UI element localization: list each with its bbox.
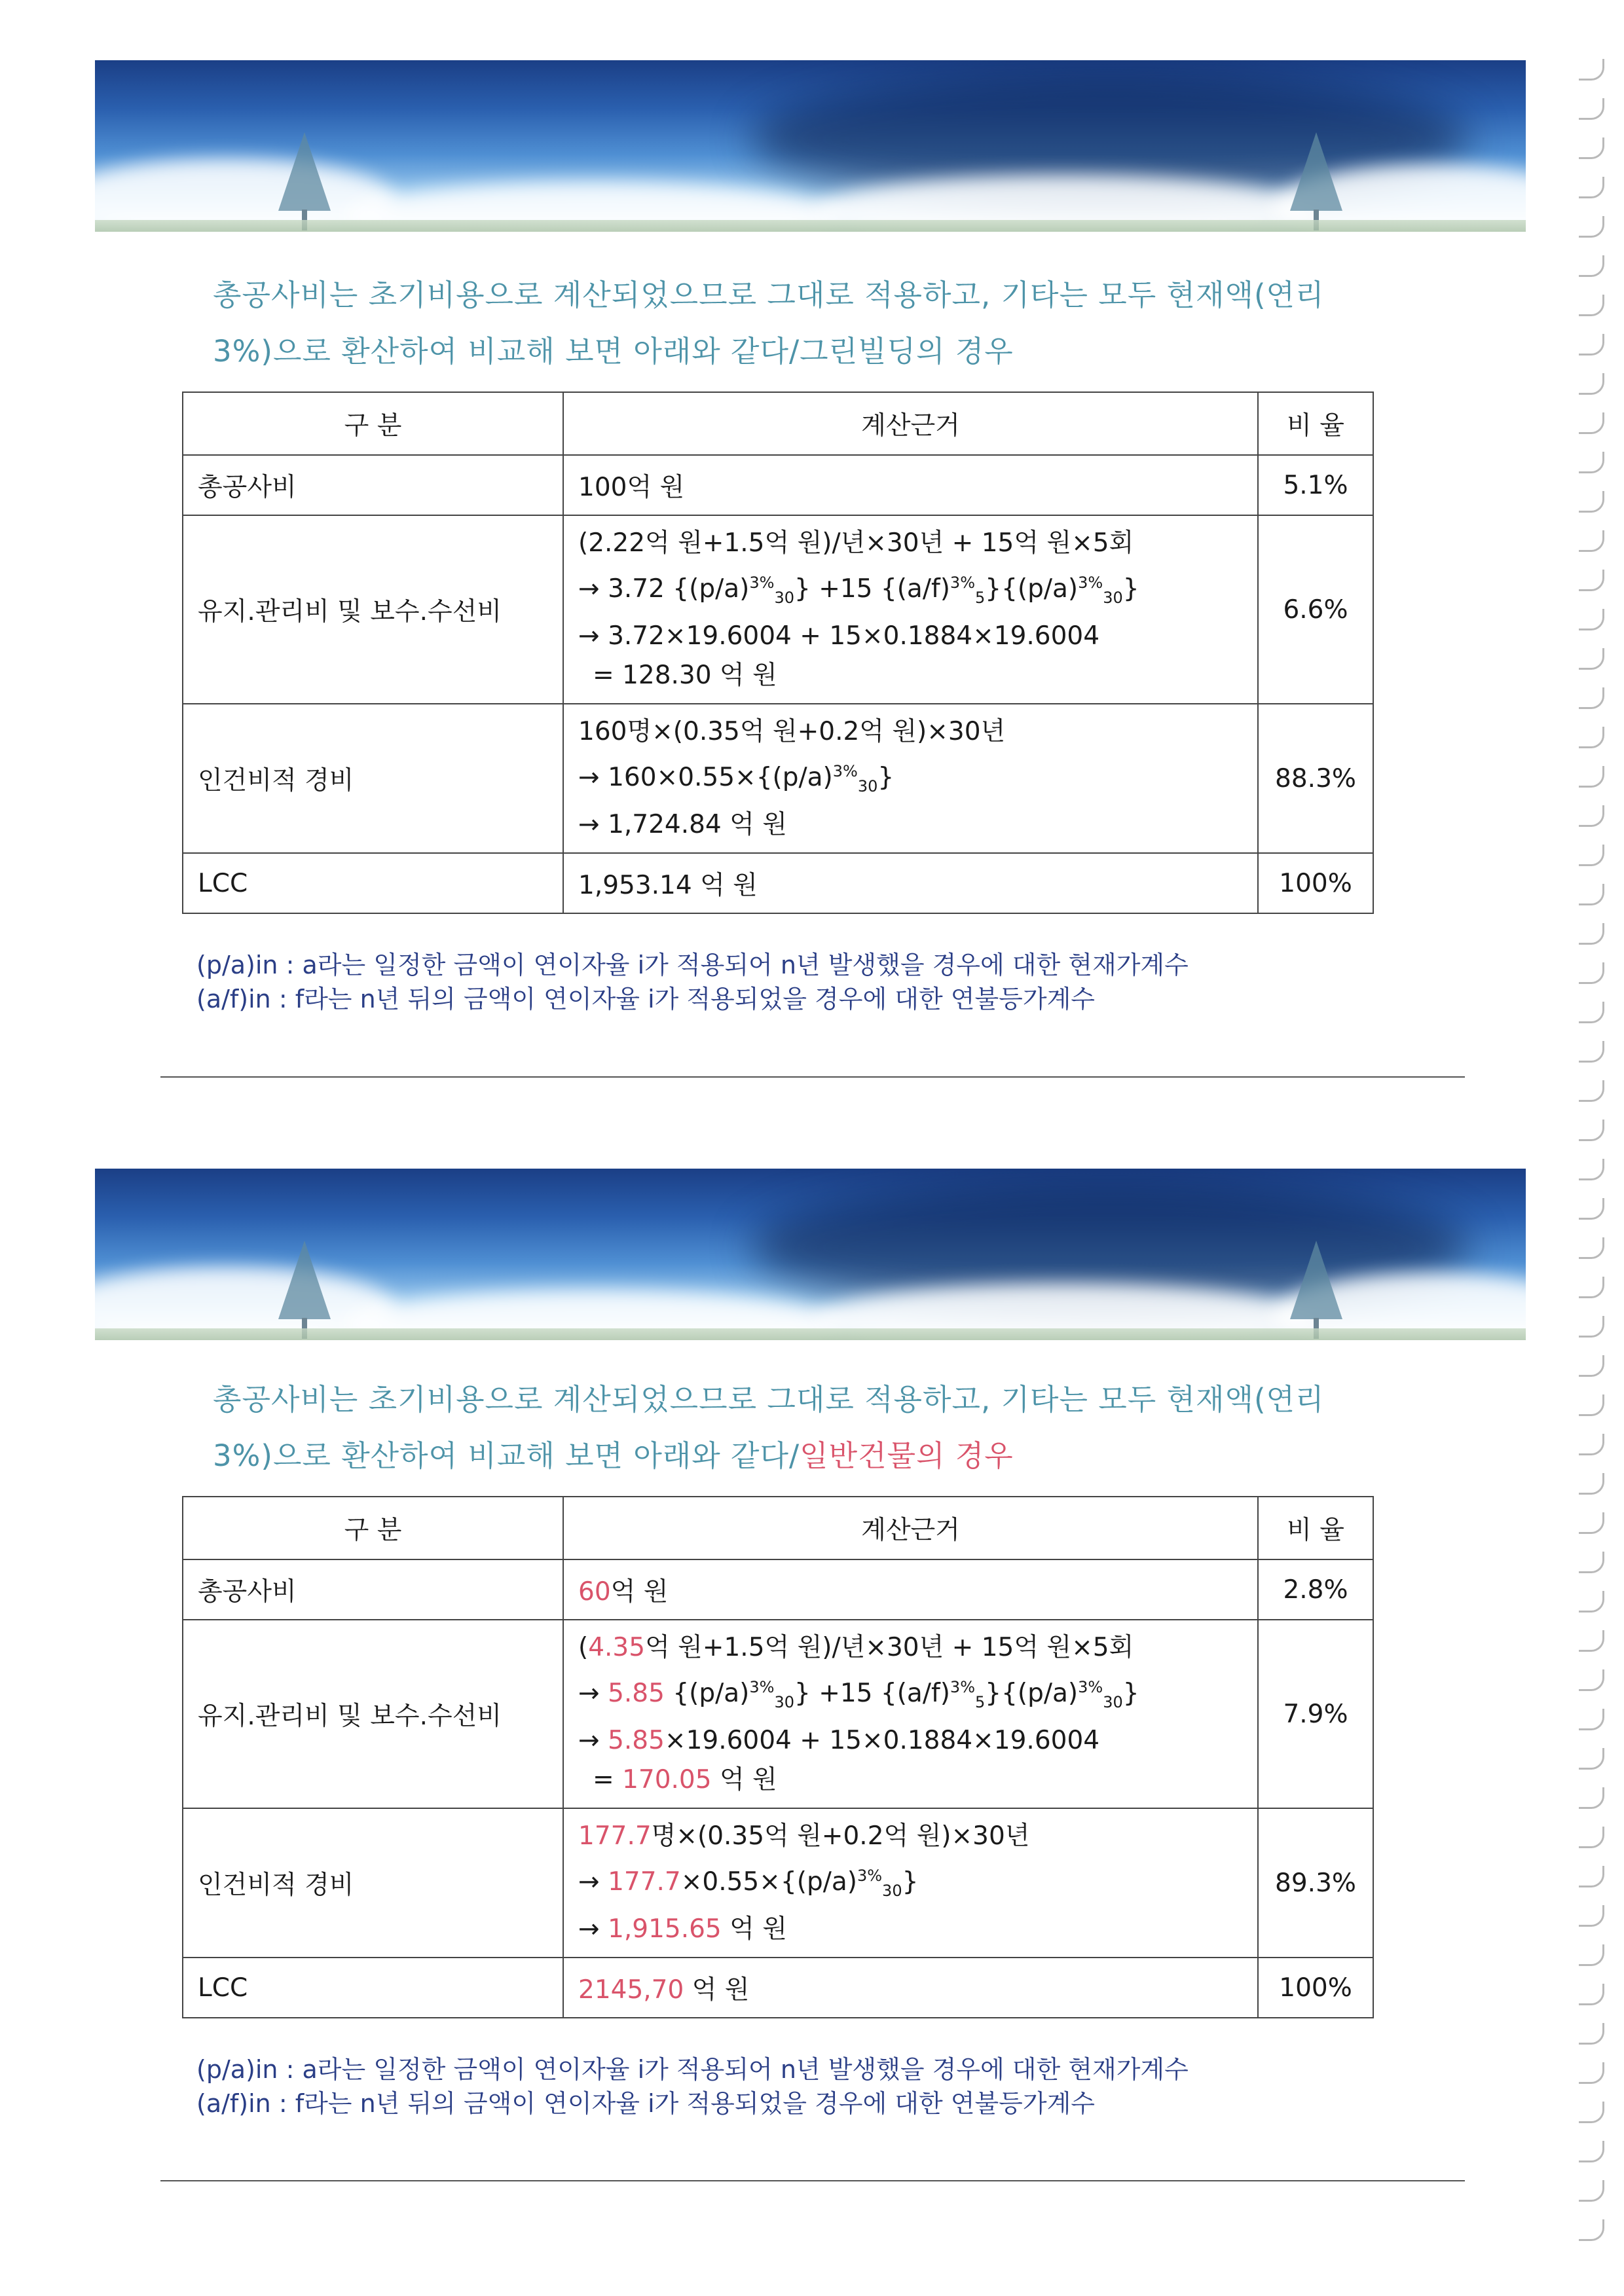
binding-hole: [1579, 177, 1604, 198]
binding-hole: [1579, 137, 1604, 159]
binding-hole: [1579, 609, 1604, 630]
table-row: [183, 455, 1373, 515]
binding-hole: [1579, 216, 1604, 238]
binding-hole: [1579, 1709, 1604, 1730]
table-row: [183, 1559, 1373, 1620]
binding-hole: [1579, 491, 1604, 513]
binding-hole: [1579, 2219, 1604, 2241]
binding-hole: [1579, 412, 1604, 434]
section-heading: [213, 1372, 1457, 1484]
ratio-value: 6.6%: [1258, 515, 1373, 704]
binding-hole: [1579, 1237, 1604, 1259]
col-header-calc: 계산근거: [563, 1497, 1258, 1559]
binding-hole: [1579, 1827, 1604, 1848]
binding-hole: [1579, 766, 1604, 788]
binding-hole: [1579, 2141, 1604, 2162]
col-header-category: 구 분: [183, 1497, 563, 1559]
binding-hole: [1579, 59, 1604, 81]
table-row: [183, 1620, 1373, 1808]
row-label: LCC: [183, 853, 563, 913]
binding-hole: [1579, 1159, 1604, 1180]
heading-line-1: 총공사비는 초기비용으로 계산되었으므로 그대로 적용하고, 기타는 모두 현재액(연리: [213, 1382, 1325, 1417]
binding-hole: [1579, 255, 1604, 277]
binding-hole: [1579, 570, 1604, 591]
spiral-binding-edge: [1572, 59, 1611, 2272]
binding-hole: [1579, 1748, 1604, 1770]
heading-line-1: 총공사비는 초기비용으로 계산되었으므로 그대로 적용하고, 기타는 모두 현재액(연리: [213, 278, 1325, 312]
footnote-af: (a/f)in : f라는 n년 뒤의 금액이 연이자율 i가 적용되었을 경우에 대한 연불등가계수: [196, 985, 1095, 1013]
row-label: 유지.관리비 및 보수.수선비: [183, 515, 563, 704]
binding-hole: [1579, 373, 1604, 395]
table-row: [183, 515, 1373, 704]
table-row: [183, 1958, 1373, 2018]
binding-hole: [1579, 1394, 1604, 1416]
binding-hole: [1579, 530, 1604, 552]
binding-hole: [1579, 98, 1604, 120]
calc-text: 177.7명×(0.35억 원+0.2억 원)×30년 → $177.7\times 0.55\times\{(p/a)^{3\%}_{30}\}$ → 1,915.65 억 원: [563, 1808, 1258, 1958]
binding-hole: [1579, 1316, 1604, 1338]
binding-hole: [1579, 1002, 1604, 1023]
calc-text: (4.35억 원+1.5억 원)/년×30년 + 15억 원×5회 → 5.85 $\{(p/a)^{3\%}_{30}\} +15$ $\{(a/f)^{3\%}_5\}\{(p/a)^{3\%}_{30}\}$ → 5.85×19.6004 + 15×0.1884×19.6004 = 170.05 억 원: [563, 1620, 1258, 1808]
row-label: LCC: [183, 1958, 563, 2018]
binding-hole: [1579, 1041, 1604, 1063]
binding-hole: [1579, 2102, 1604, 2123]
table-row: [183, 1808, 1373, 1958]
binding-hole: [1579, 1984, 1604, 2005]
binding-hole: [1579, 1198, 1604, 1220]
sky-banner-image: [95, 60, 1526, 232]
footnote-pa: (p/a)in : a라는 일정한 금액이 연이자율 i가 적용되어 n년 발생했을 경우에 대한 현재가계수: [196, 2055, 1189, 2084]
table-row: [183, 853, 1373, 913]
binding-hole: [1579, 1434, 1604, 1455]
binding-hole: [1579, 452, 1604, 473]
heading-line-2: 3%)으로 환산하여 비교해 보면 아래와 같다/그린빌딩의 경우: [213, 334, 1014, 369]
binding-hole: [1579, 845, 1604, 866]
binding-hole: [1579, 687, 1604, 709]
lcc-table-general: [182, 1496, 1374, 2018]
binding-hole: [1579, 334, 1604, 355]
tree-icon: [268, 132, 341, 230]
binding-hole: [1579, 648, 1604, 670]
col-header-calc: 계산근거: [563, 392, 1258, 455]
binding-hole: [1579, 962, 1604, 984]
tree-icon: [1280, 132, 1352, 230]
heading-case-label: 그린빌딩의 경우: [800, 334, 1014, 369]
calc-text: 1,953.14 억 원: [563, 853, 1258, 913]
binding-hole: [1579, 923, 1604, 945]
binding-hole: [1579, 1669, 1604, 1691]
ratio-value: 7.9%: [1258, 1620, 1373, 1808]
row-label: 유지.관리비 및 보수.수선비: [183, 1620, 563, 1808]
binding-hole: [1579, 2023, 1604, 2045]
sky-banner-image: [95, 1169, 1526, 1340]
calc-text: 160명×(0.35억 원+0.2억 원)×30년 → $160\times 0.55\times\{(p/a)^{3\%}_{30}\}$ → 1,724.84 억 원: [563, 704, 1258, 853]
binding-hole: [1579, 1473, 1604, 1495]
ratio-value: 100%: [1258, 1958, 1373, 2018]
section-heading: [213, 267, 1457, 380]
table-row: [183, 704, 1373, 853]
binding-hole: [1579, 884, 1604, 905]
row-label: 인건비적 경비: [183, 704, 563, 853]
calc-text: 60억 원: [563, 1559, 1258, 1620]
tree-icon: [1280, 1241, 1352, 1339]
binding-hole: [1579, 1277, 1604, 1298]
col-header-ratio: 비 율: [1258, 1497, 1373, 1559]
binding-hole: [1579, 1120, 1604, 1141]
binding-hole: [1579, 1630, 1604, 1652]
binding-hole: [1579, 727, 1604, 748]
divider: [160, 1076, 1465, 1078]
row-label: 인건비적 경비: [183, 1808, 563, 1958]
calc-text: 100억 원: [563, 455, 1258, 515]
calc-text: (2.22억 원+1.5억 원)/년×30년 + 15억 원×5회 → 3.72 $\{(p/a)^{3\%}_{30}\} +15$ $\{(a/f)^{3\%}_5\}\{(p/a)^{3\%}_{30}\}$ → 3.72×19.6004 + 15×0.1884×19.6004 = 128.30 억 원: [563, 515, 1258, 704]
col-header-category: 구 분: [183, 392, 563, 455]
row-label: 총공사비: [183, 455, 563, 515]
calc-text: 2145,70 억 원: [563, 1958, 1258, 2018]
ratio-value: 100%: [1258, 853, 1373, 913]
footnote-af: (a/f)in : f라는 n년 뒤의 금액이 연이자율 i가 적용되었을 경우에 대한 연불등가계수: [196, 2089, 1095, 2118]
footnotes: [196, 948, 1189, 1016]
tree-icon: [268, 1241, 341, 1339]
binding-hole: [1579, 1355, 1604, 1377]
binding-hole: [1579, 1866, 1604, 1887]
binding-hole: [1579, 1905, 1604, 1927]
ratio-value: 88.3%: [1258, 704, 1373, 853]
binding-hole: [1579, 1944, 1604, 1966]
lcc-table-green: [182, 392, 1374, 914]
binding-hole: [1579, 1080, 1604, 1102]
binding-hole: [1579, 805, 1604, 827]
col-header-ratio: 비 율: [1258, 392, 1373, 455]
binding-hole: [1579, 1552, 1604, 1573]
divider: [160, 2180, 1465, 2181]
ratio-value: 89.3%: [1258, 1808, 1373, 1958]
binding-hole: [1579, 1787, 1604, 1809]
binding-hole: [1579, 1512, 1604, 1534]
ratio-value: 2.8%: [1258, 1559, 1373, 1620]
ratio-value: 5.1%: [1258, 455, 1373, 515]
footnotes: [196, 2052, 1189, 2121]
binding-hole: [1579, 1591, 1604, 1613]
heading-case-label: 일반건물의 경우: [800, 1438, 1014, 1473]
footnote-pa: (p/a)in : a라는 일정한 금액이 연이자율 i가 적용되어 n년 발생했을 경우에 대한 현재가계수: [196, 951, 1189, 979]
binding-hole: [1579, 2062, 1604, 2084]
binding-hole: [1579, 295, 1604, 316]
row-label: 총공사비: [183, 1559, 563, 1620]
heading-line-2: 3%)으로 환산하여 비교해 보면 아래와 같다/일반건물의 경우: [213, 1438, 1014, 1473]
binding-hole: [1579, 2180, 1604, 2202]
